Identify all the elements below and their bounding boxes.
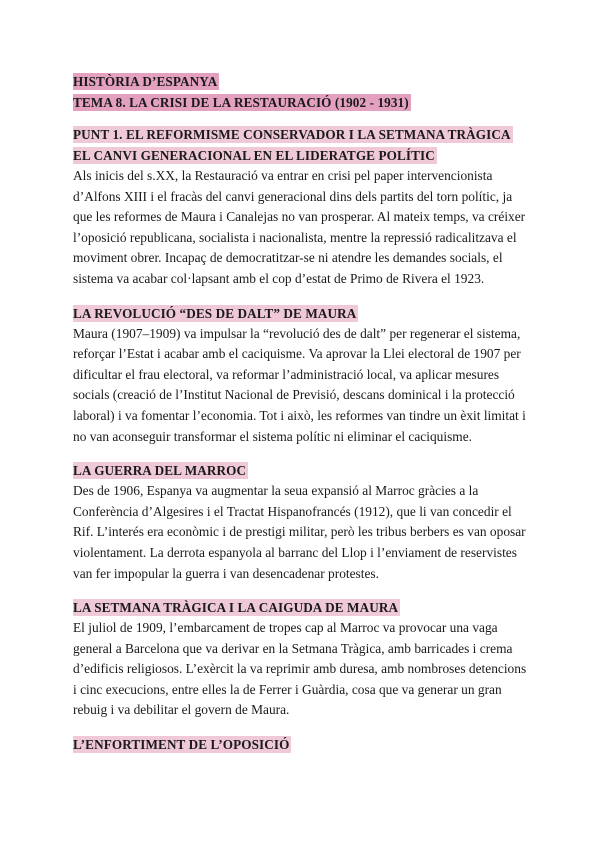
section-title-line [73,303,533,324]
section-body: Des de 1906, Espanya va augmentar la seua expansió al Marroc gràcies a la Conferència d’Algesires i el Tractat Hispanofrancés (1912), que li van concedir el Rif. L’interés era econòmic i de prestigi militar, però les tribus berbers es van oposar violentament. La derrota espanyola al barranc del Llop i l’enviament de reservistes van fer impopular la guerra i van desencadenar protestes. [73,483,526,581]
section-body: Als inicis del s.XX, la Restauració va entrar en crisi pel paper intervencionista d’Alfons XIII i el fracàs del canvi generacional dins dels partits del torn polític, ja que les reformes de Maura i Canalejas no van prosperar. Al mateix temps, va créixer l’oposició republicana, socialista i nacionalista, mentre la repressió radicalitzava el moviment obrer. Incapaç de democratitzar-se ni atendre les demandes socials, el sistema va acabar col·lapsant amb el cop d’estat de Primo de Rivera el 1923. [73,168,526,286]
section-title-line [73,597,533,618]
topic-heading: TEMA 8. LA CRISI DE LA RESTAURACIÓ (1902 - 1931) [73,95,409,110]
section-title: PUNT 1. EL REFORMISME CONSERVADOR I LA SETMANA TRÀGICA [73,127,511,142]
section-body: El juliol de 1909, l’embarcament de tropes cap al Marroc va provocar una vaga general a Barcelona que va derivar en la Setmana Tràgica, amb barricades i crema d’edificis religiosos. L’exèrcit la va reprimir amb duresa, amb nombroses detencions i cinc execucions, entre elles la de Ferrer i Guàrdia, cosa que va generar un gran rebuig i va debilitar el govern de Maura. [73,620,527,718]
document-page [73,71,533,755]
section-title-line [73,460,533,481]
section-body: Maura (1907–1909) va impulsar la “revolució des de dalt” per regenerar el sistema, reforçar l’Estat i acabar amb el caciquisme. Va aprovar la Llei electoral de 1907 per dificultar el frau electoral, va reformar l’administració local, va aplicar mesures socials (creació de l’Institut Nacional de Previsió, descans dominical i la protecció laboral) i va fomentar l’economia. Tot i això, les reformes van tindre un èxit limitat i no van aconseguir transformar el sistema polític ni eliminar el caciquisme. [73,325,526,444]
section-subtitle: EL CANVI GENERACIONAL EN EL LIDERATGE POLÍTIC [73,148,435,163]
section-subtitle-line [73,145,533,166]
subject-heading: HISTÒRIA D’ESPANYA [73,74,218,89]
subject-heading-line [73,71,533,92]
section-title: L’ENFORTIMENT DE L’OPOSICIÓ [73,737,290,753]
section-title-line [73,734,533,755]
section-title-line [73,124,533,145]
section-title: LA SETMANA TRÀGICA I LA CAIGUDA DE MAURA [73,600,399,616]
section-title: LA REVOLUCIÓ “DES DE DALT” DE MAURA [73,305,357,321]
topic-heading-line [73,92,533,113]
section-title: LA GUERRA DEL MARROC [73,463,247,479]
